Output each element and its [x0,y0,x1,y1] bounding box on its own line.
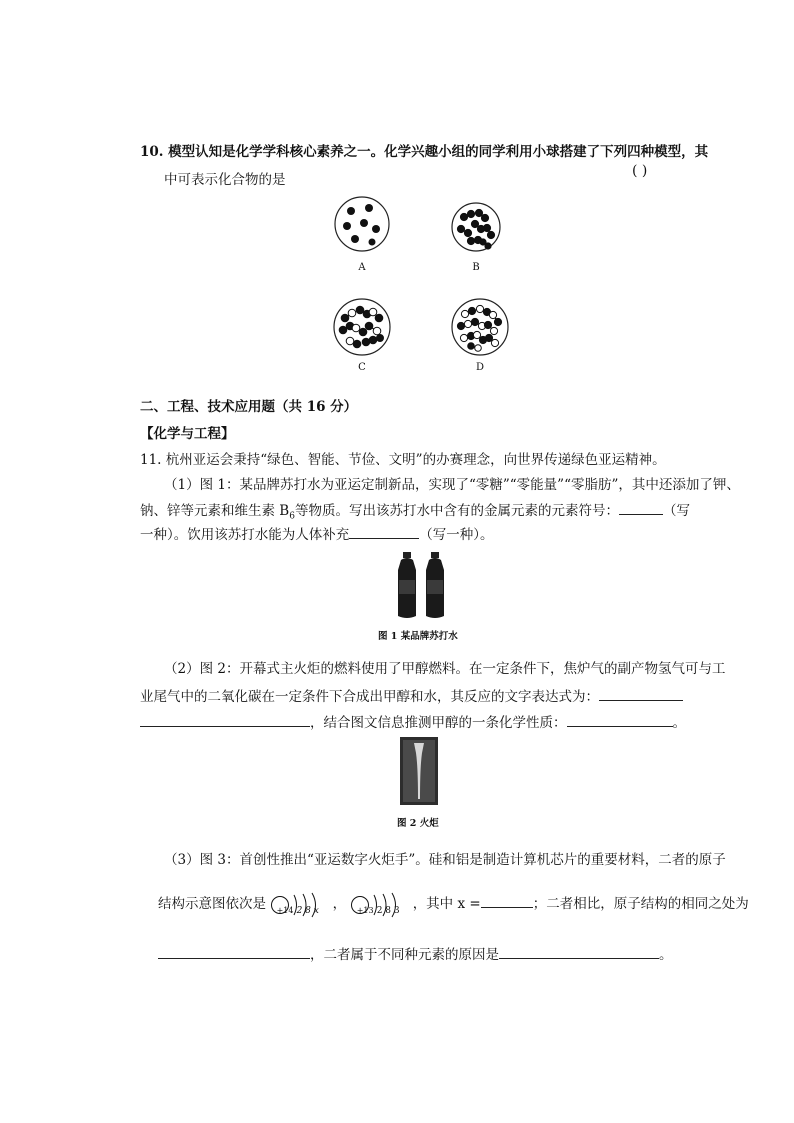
q11-p3-line-2: 结构示意图依次是 +14 2 8 x ， +13 2 8 3 ，其中 x = ；二者相比，原子结构的相同之处为 [158,891,749,917]
section-2-subheading: 【化学与工程】 [140,426,235,442]
torch-image [400,737,438,805]
q11-p3-line-3 [158,944,673,964]
figure-1-caption: 图 1 某品牌苏打水 [378,631,458,642]
option-c-label: C [358,362,366,373]
model-a-diagram [334,196,390,252]
q11-p3-line-2-post: ；二者相比，原子结构的相同之处为 [532,896,749,912]
q11-p3-line-3-end: 。 [659,947,673,963]
q11-p1-line-3-pre: 一种）。饮用该苏打水能为人体补充 [140,527,350,543]
silicon-electron-shells: 2 8 x [296,906,319,916]
q11-p1-line-2 [140,500,690,526]
model-b-diagram [451,202,501,252]
q11-p2-line-1: （2）图 2：开幕式主火炬的燃料使用了甲醇燃料。在一定条件下，焦炉气的副产物氢气可与工 [164,661,726,677]
q11-p2-line-3-mid: ，结合图文信息推测甲醇的一条化学性质： [310,715,567,731]
reaction-expression-blank-2[interactable] [140,712,310,727]
q11-p1-line-3-end: （写一种）。 [419,527,494,543]
q11-p3-line-1: （3）图 3：首创性推出“亚运数字火炬手”。硅和铝是制造计算机芯片的重要材料，二者的原子 [164,852,726,868]
option-d-label: D [475,362,485,373]
q11-p1-line-3 [140,524,494,544]
aluminum-nucleus-label: +13 [356,906,374,915]
reaction-expression-blank-1[interactable] [599,686,683,701]
vitamin-subscript: 6 [289,511,295,522]
q11-p3-line-2-pre: 结构示意图依次是 [158,896,266,912]
chemical-property-blank[interactable] [567,712,673,727]
q11-p3-line-2-mid: ，其中 x = [412,896,481,912]
q11-p2-line-3 [140,712,686,732]
q10-answer-paren: ( ) [632,163,648,179]
option-b-label: B [472,262,480,273]
section-2-heading: 二、工程、技术应用题（共 16 分） [140,399,358,415]
x-value-blank[interactable] [481,893,533,908]
figure-2-caption: 图 2 火炬 [397,818,439,829]
q11-p2-line-2-pre: 业尾气中的二氧化碳在一定条件下合成出甲醇和水，其反应的文字表达式为： [140,689,599,705]
q10-line-1: 10. 模型认知是化学学科核心素养之一。化学兴趣小组的同学利用小球搭建了下列四种模型，其 [140,144,709,160]
q11-p1-line-2-pre: 钠、锌等元素和维生素 B [140,503,290,519]
structure-similarity-blank[interactable] [158,944,310,959]
silicon-nucleus-label: +14 [276,906,294,915]
option-a-label: A [358,262,366,273]
q11-p2-line-3-end: 。 [672,715,686,731]
q11-p1-line-1: （1）图 1：某品牌苏打水为亚运定制新品，实现了“零糖”“零能量”“零脂肪”，其中还添加了钾、 [164,477,740,493]
q11-p1-line-2-post: 等物质。写出该苏打水中含有的金属元素的元素符号： [294,503,619,519]
nutrient-blank[interactable] [349,524,419,539]
metal-symbol-blank[interactable] [619,500,663,515]
aluminum-electron-shells: 2 8 3 [376,906,400,916]
different-element-reason-blank[interactable] [499,944,659,959]
q11-p1-line-2-end: （写 [662,503,690,519]
soda-bottles-image [397,550,449,620]
model-c-diagram [333,298,391,356]
q11-p3-line-3-mid: ，二者属于不同种元素的原因是 [310,947,499,963]
q10-line-2: 中可表示化合物的是 [164,172,286,188]
q11-p2-line-2 [140,686,683,706]
q11-intro: 11. 杭州亚运会秉持“绿色、智能、节俭、文明”的办赛理念，向世界传递绿色亚运精神。 [140,452,666,468]
model-d-diagram [451,298,509,356]
